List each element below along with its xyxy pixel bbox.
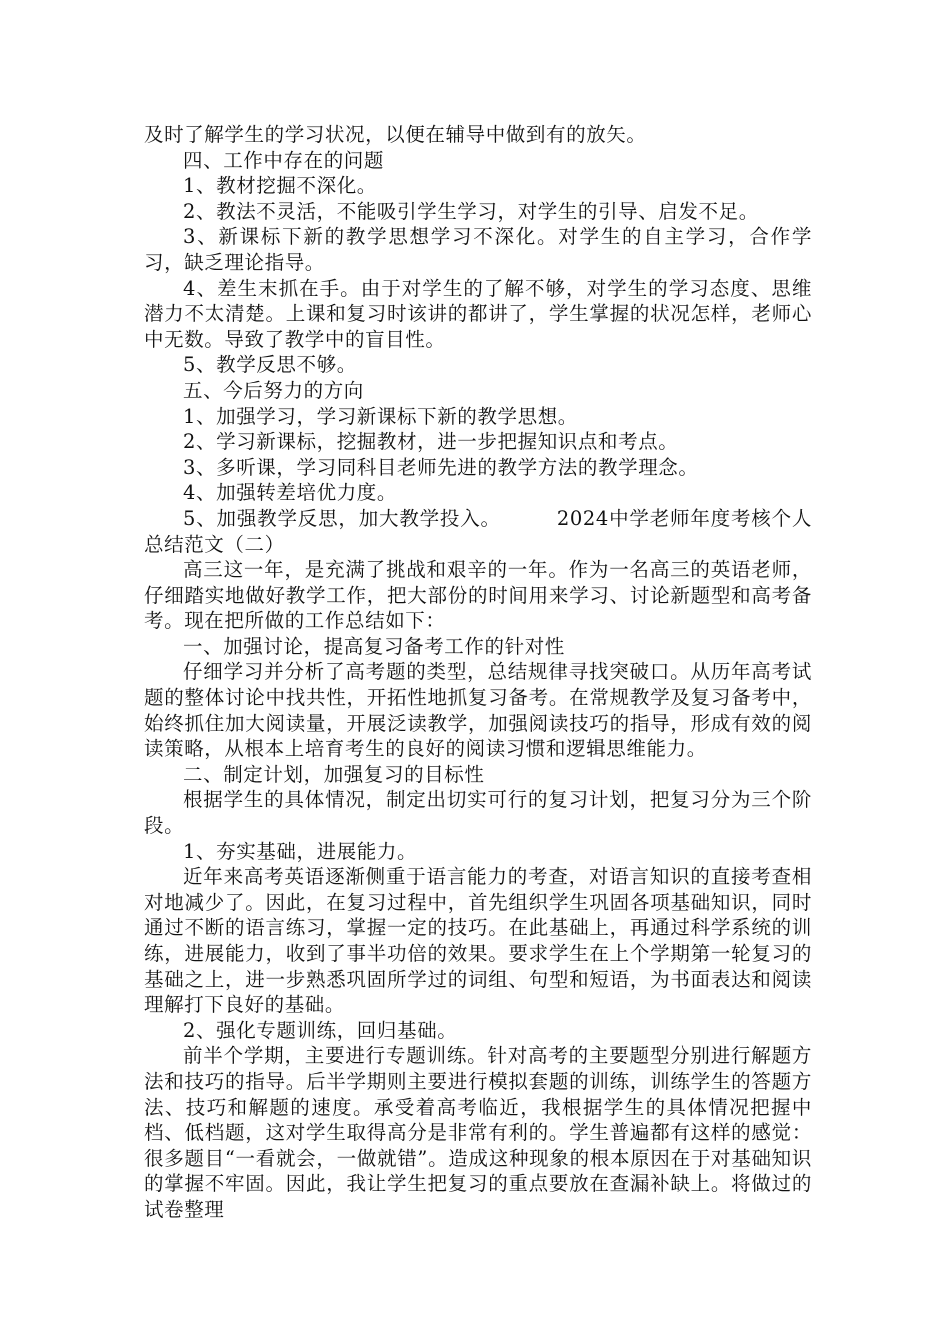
list-item: 5、教学反思不够。 xyxy=(183,353,357,377)
list-item: 4、加强转差培优力度。 xyxy=(183,481,398,505)
paragraph: 仔细学习并分析了高考题的类型，总结规律寻找突破口。从历年高考试题的整体讨论中找共性，开拓性地抓复习备考。在常规教学及复习备考中，始终抓住加大阅读量，开展泛读教学，加强阅读技巧的指导，形成有效的阅读策略，从根本上培育考生的良好的阅读习惯和逻辑思维能力。 xyxy=(144,660,812,761)
article-subtitle: 2024中学老师年度考核个人总结范文（二） xyxy=(144,506,812,556)
list-item: 1、加强学习，学习新课标下新的教学思想。 xyxy=(183,404,578,428)
list-item-with-title xyxy=(144,506,812,557)
list-item: 2、强化专题训练，回归基础。 xyxy=(183,1018,458,1042)
paragraph: 前半个学期，主要进行专题训练。针对高考的主要题型分别进行解题方法和技巧的指导。后半学期则主要进行模拟套题的训练，训练学生的答题方法、技巧和解题的速度。承受着高考临近，我根据学生的具体情况把握中档、低档题，这对学生取得高分是非常有利的。学生普遍都有这样的感觉：很多题目“一看就会，一做就错”。造成这种现象的根本原因在于对基础知识的掌握不牢固。因此，我让学生把复习的重点要放在查漏补缺上。将做过的试卷整理 xyxy=(144,1044,812,1221)
section-heading: 二、制定计划，加强复习的目标性 xyxy=(183,762,485,786)
list-item: 3、多听课，学习同科目老师先进的教学方法的教学理念。 xyxy=(183,455,699,479)
list-item-text: 5、加强教学反思，加大教学投入。 xyxy=(183,506,501,530)
section-heading: 一、加强讨论，提高复习备考工作的针对性 xyxy=(183,634,565,658)
list-item: 2、教法不灵活，不能吸引学生学习，对学生的引导、启发不足。 xyxy=(183,199,759,223)
paragraph: 根据学生的具体情况，制定出切实可行的复习计划，把复习分为三个阶段。 xyxy=(144,788,812,838)
list-item: 1、夯实基础，进展能力。 xyxy=(183,839,418,863)
paragraph: 近年来高考英语逐渐侧重于语言能力的考查，对语言知识的直接考查相对地减少了。因此，在复习过程中，首先组织学生巩固各项基础知识，同时通过不断的语言练习，掌握一定的技巧。在此基础上，再通过科学系统的训练，进展能力，收到了事半功倍的效果。要求学生在上个学期第一轮复习的基础之上，进一步熟悉巩固所学过的词组、句型和短语，为书面表达和阅读理解打下良好的基础。 xyxy=(144,865,812,1017)
list-item: 4、差生末抓在手。由于对学生的了解不够，对学生的学习态度、思维潜力不太清楚。上课和复习时该讲的都讲了，学生掌握的状况怎样，老师心中无数。导致了教学中的盲目性。 xyxy=(144,276,812,351)
list-item: 2、学习新课标，挖掘教材，进一步把握知识点和考点。 xyxy=(183,430,679,454)
paragraph: 高三这一年，是充满了挑战和艰辛的一年。作为一名高三的英语老师，仔细踏实地做好教学工作，把大部份的时间用来学习、讨论新题型和高考备考。现在把所做的工作总结如下： xyxy=(144,558,812,633)
list-item: 3、新课标下新的教学思想学习不深化。对学生的自主学习，合作学习，缺乏理论指导。 xyxy=(144,225,812,274)
list-item: 1、教材挖掘不深化。 xyxy=(183,174,377,198)
paragraph: 及时了解学生的学习状况，以便在辅导中做到有的放矢。 xyxy=(144,123,647,146)
section-heading-problems: 四、工作中存在的问题 xyxy=(183,148,385,172)
document-body xyxy=(144,122,812,1223)
section-heading-direction: 五、今后努力的方向 xyxy=(183,378,364,402)
